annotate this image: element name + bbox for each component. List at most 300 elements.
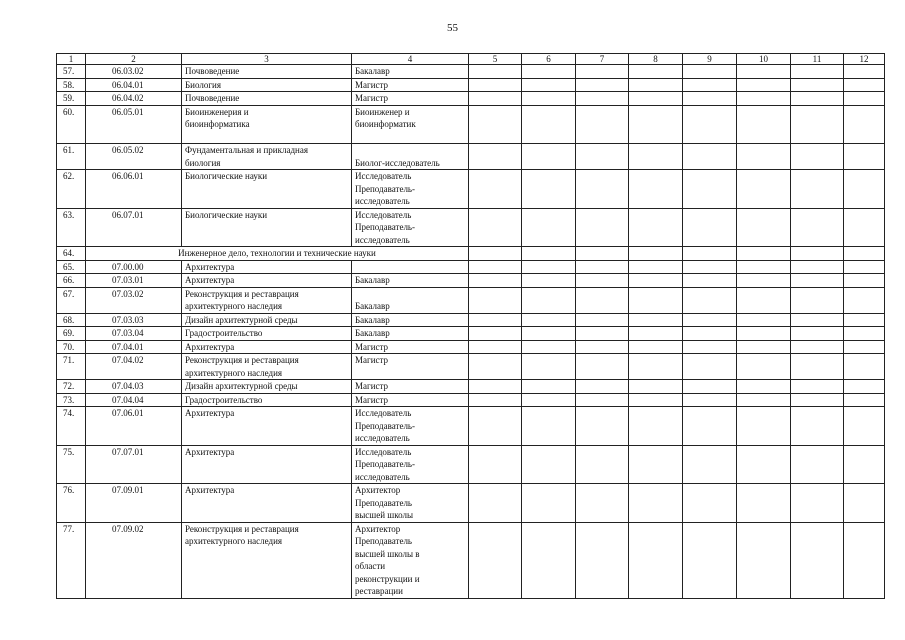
empty-cell-col-5 [469,287,522,313]
empty-cell-col-6 [522,287,576,313]
specialty-name [182,354,352,380]
empty-cell-col-5 [469,340,522,354]
empty-cell-col-12 [844,380,885,394]
specialty-code: 07.04.03 [86,380,182,394]
table-row [57,65,885,79]
empty-cell-col-8 [629,380,683,394]
row-number: 64. [57,247,86,261]
empty-cell-col-8 [629,92,683,106]
empty-cell-col-12 [844,65,885,79]
table-row [57,484,885,523]
specialty-name-line: Биологические науки [185,209,268,220]
empty-cell-col-12 [844,92,885,106]
empty-cell-col-5 [469,274,522,288]
empty-cell-col-11 [791,92,844,106]
specialty-name [182,78,352,92]
table-row [57,393,885,407]
specialty-code: 06.07.01 [86,208,182,247]
empty-cell-col-8 [629,393,683,407]
specialty-name-line: Фундаментальная и прикладная [185,145,309,155]
row-number: 62. [57,170,86,209]
qualification-line: Преподаватель- [355,222,416,232]
empty-cell-col-8 [629,144,683,170]
specialty-name-line: архитектурного наследия [185,367,283,378]
table-row [57,144,885,170]
empty-cell-col-11 [791,208,844,247]
specialty-name [182,445,352,484]
table-row [57,287,885,313]
specialty-code: 06.06.01 [86,170,182,209]
column-header-12: 12 [844,54,885,65]
empty-cell-col-10 [737,105,791,144]
table-row [57,247,885,261]
specialty-name-line: Биология [185,79,222,90]
empty-cell-col-6 [522,340,576,354]
table-row [57,327,885,341]
empty-cell-col-8 [629,327,683,341]
empty-cell-col-9 [683,260,737,274]
empty-cell-col-8 [629,354,683,380]
qualification-line: Бакалавр [355,275,390,285]
row-number: 77. [57,522,86,598]
empty-cell-col-6 [522,354,576,380]
qualification [352,260,469,274]
qualification [352,407,469,446]
qualification-line: исследователь [355,433,410,443]
qualification-line: Магистр [355,355,389,365]
empty-cell-col-11 [791,522,844,598]
empty-cell-col-9 [683,247,737,261]
empty-cell-col-8 [629,340,683,354]
empty-cell-col-6 [522,260,576,274]
qualification-line: Исследователь [355,408,412,418]
empty-cell-col-5 [469,354,522,380]
empty-cell-col-6 [522,445,576,484]
empty-cell-col-11 [791,247,844,261]
empty-cell-col-9 [683,208,737,247]
qualification [352,274,469,288]
qualification [352,208,469,247]
specialty-code: 06.04.02 [86,92,182,106]
empty-cell-col-11 [791,445,844,484]
empty-cell-col-9 [683,144,737,170]
empty-cell-col-5 [469,522,522,598]
row-number: 60. [57,105,86,144]
qualification-line: Биолог-исследователь [355,157,440,168]
empty-cell-col-6 [522,522,576,598]
empty-cell-col-12 [844,287,885,313]
empty-cell-col-10 [737,522,791,598]
empty-cell-col-6 [522,407,576,446]
qualification-line: высшей школы [355,510,414,520]
empty-cell-col-7 [576,445,629,484]
empty-cell-col-11 [791,393,844,407]
column-header-9: 9 [683,54,737,65]
specialty-name-line: Архитектура [185,341,235,352]
row-number: 67. [57,287,86,313]
row-number: 61. [57,144,86,170]
specialty-code: 07.00.00 [86,260,182,274]
specialty-name [182,393,352,407]
empty-cell-col-5 [469,445,522,484]
column-header-3: 3 [182,54,352,65]
empty-cell-col-10 [737,393,791,407]
empty-cell-col-10 [737,92,791,106]
empty-cell-col-8 [629,170,683,209]
specialty-name [182,287,352,313]
empty-cell-col-11 [791,260,844,274]
specialty-name-line: Почвоведение [185,93,240,103]
empty-cell-col-10 [737,78,791,92]
empty-cell-col-10 [737,445,791,484]
empty-cell-col-12 [844,78,885,92]
empty-cell-col-11 [791,287,844,313]
specialty-name [182,340,352,354]
empty-cell-col-12 [844,327,885,341]
empty-cell-col-12 [844,247,885,261]
specialty-name [182,274,352,288]
empty-cell-col-8 [629,287,683,313]
empty-cell-col-10 [737,380,791,394]
section-heading: Инженерное дело, технологии и технические науки [86,247,469,261]
qualification-line: Исследователь [355,171,412,181]
qualification [352,92,469,106]
page-number: 55 [447,22,458,34]
table-row [57,407,885,446]
qualification-line: исследователь [355,471,410,482]
empty-cell-col-7 [576,313,629,327]
specialty-name-line: Архитектура [185,446,235,457]
specialty-code: 06.03.02 [86,65,182,79]
empty-cell-col-10 [737,484,791,523]
row-number: 73. [57,393,86,407]
qualification-line: Исследователь [355,446,412,457]
empty-cell-col-12 [844,522,885,598]
empty-cell-col-5 [469,208,522,247]
qualification-line: Исследователь [355,209,412,220]
empty-cell-col-11 [791,78,844,92]
empty-cell-col-12 [844,208,885,247]
column-header-5: 5 [469,54,522,65]
row-number: 68. [57,313,86,327]
empty-cell-col-7 [576,247,629,261]
empty-cell-col-6 [522,105,576,144]
empty-cell-col-12 [844,445,885,484]
specialty-name-line: Архитектура [185,275,235,285]
specialty-code: 06.05.01 [86,105,182,144]
empty-cell-col-6 [522,170,576,209]
empty-cell-col-12 [844,274,885,288]
qualification [352,144,469,170]
empty-cell-col-8 [629,78,683,92]
specialty-code: 07.04.02 [86,354,182,380]
empty-cell-col-7 [576,407,629,446]
empty-cell-col-7 [576,105,629,144]
specialty-name [182,327,352,341]
specialty-code: 06.05.02 [86,144,182,170]
column-header-1: 1 [57,54,86,65]
empty-cell-col-11 [791,354,844,380]
empty-cell-col-5 [469,484,522,523]
empty-cell-col-11 [791,327,844,341]
empty-cell-col-8 [629,313,683,327]
qualification [352,78,469,92]
empty-cell-col-9 [683,407,737,446]
empty-cell-col-5 [469,78,522,92]
empty-cell-col-5 [469,380,522,394]
specialty-name-line: Реконструкция и реставрация [185,523,299,534]
table-row [57,380,885,394]
empty-cell-col-12 [844,407,885,446]
column-header-7: 7 [576,54,629,65]
empty-cell-col-6 [522,65,576,79]
empty-cell-col-12 [844,170,885,209]
specialty-name-line: Архитектура [185,408,235,418]
qualification [352,170,469,209]
empty-cell-col-6 [522,274,576,288]
empty-cell-col-10 [737,340,791,354]
empty-cell-col-10 [737,327,791,341]
empty-cell-col-7 [576,274,629,288]
specialty-name-line: архитектурного наследия [185,536,283,546]
empty-cell-col-12 [844,105,885,144]
empty-cell-col-8 [629,445,683,484]
empty-cell-col-11 [791,65,844,79]
qualification [352,393,469,407]
table-row [57,170,885,209]
empty-cell-col-10 [737,208,791,247]
table-row [57,354,885,380]
qualification-line [355,288,465,301]
empty-cell-col-7 [576,65,629,79]
empty-cell-col-10 [737,313,791,327]
qualification-line: исследователь [355,196,410,206]
table-row [57,208,885,247]
empty-cell-col-10 [737,274,791,288]
qualification-line: реставрации [355,586,403,596]
qualification [352,65,469,79]
empty-cell-col-7 [576,393,629,407]
empty-cell-col-8 [629,484,683,523]
empty-cell-col-11 [791,340,844,354]
specialty-code: 07.09.01 [86,484,182,523]
empty-cell-col-9 [683,327,737,341]
empty-cell-col-10 [737,65,791,79]
specialty-name-line: Архитектура [185,261,235,272]
empty-cell-col-5 [469,407,522,446]
qualification-line [355,144,465,157]
column-number-header-row [57,54,885,65]
table-body [57,65,885,599]
specialty-code: 07.09.02 [86,522,182,598]
empty-cell-col-7 [576,327,629,341]
qualification [352,105,469,144]
qualification-line: Преподаватель [355,497,413,508]
qualification-line: Преподаватель- [355,420,416,431]
empty-cell-col-10 [737,247,791,261]
row-number: 76. [57,484,86,523]
specialty-name-line: Дизайн архитектурной среды [185,314,298,325]
empty-cell-col-5 [469,65,522,79]
qualification-line: Преподаватель- [355,459,416,469]
empty-cell-col-8 [629,247,683,261]
empty-cell-col-9 [683,287,737,313]
empty-cell-col-8 [629,407,683,446]
column-header-2: 2 [86,54,182,65]
specialty-name-line: Почвоведение [185,66,240,76]
empty-cell-col-7 [576,92,629,106]
qualification [352,380,469,394]
qualification-line: Биоинженер и [355,106,410,117]
empty-cell-col-8 [629,274,683,288]
row-number: 71. [57,354,86,380]
row-number: 69. [57,327,86,341]
specialty-name-line: Реконструкция и реставрация [185,288,299,299]
row-number: 57. [57,65,86,79]
empty-cell-col-9 [683,340,737,354]
empty-cell-col-6 [522,78,576,92]
table-row [57,313,885,327]
specialty-name-line: архитектурного наследия [185,301,283,311]
empty-cell-col-5 [469,92,522,106]
qualification [352,313,469,327]
specialty-code: 07.03.03 [86,313,182,327]
qualification [352,445,469,484]
empty-cell-col-7 [576,260,629,274]
qualification-line: исследователь [355,234,410,245]
qualification-line: Архитектор [355,523,401,534]
empty-cell-col-7 [576,484,629,523]
qualification-line: биоинформатик [355,119,416,129]
specialty-name [182,313,352,327]
specialty-code: 07.04.04 [86,393,182,407]
qualification-line: Бакалавр [355,301,390,311]
table-row [57,274,885,288]
empty-cell-col-5 [469,260,522,274]
qualification-line: реконструкции и [355,573,420,584]
empty-cell-col-9 [683,393,737,407]
specialty-name [182,170,352,209]
empty-cell-col-12 [844,260,885,274]
specialty-code: 07.03.04 [86,327,182,341]
empty-cell-col-11 [791,484,844,523]
empty-cell-col-6 [522,393,576,407]
row-number: 70. [57,340,86,354]
empty-cell-col-7 [576,340,629,354]
specialty-name-line: Биоинженерия и [185,106,249,117]
qualification-line: Магистр [355,381,389,391]
qualification-line: Бакалавр [355,66,390,76]
empty-cell-col-5 [469,327,522,341]
empty-cell-col-7 [576,522,629,598]
specialty-code: 07.04.01 [86,340,182,354]
empty-cell-col-12 [844,484,885,523]
empty-cell-col-9 [683,65,737,79]
empty-cell-col-7 [576,354,629,380]
qualification-line: Бакалавр [355,314,390,325]
empty-cell-col-9 [683,522,737,598]
empty-cell-col-8 [629,65,683,79]
specialty-name [182,144,352,170]
column-header-6: 6 [522,54,576,65]
empty-cell-col-6 [522,92,576,106]
specialty-name-line: Биологические науки [185,171,268,181]
specialty-name-line: Градостроительство [185,328,263,338]
row-number: 63. [57,208,86,247]
table-row [57,340,885,354]
row-number: 58. [57,78,86,92]
qualification [352,340,469,354]
specialty-code: 07.03.01 [86,274,182,288]
empty-cell-col-10 [737,144,791,170]
empty-cell-col-6 [522,327,576,341]
column-header-10: 10 [737,54,791,65]
qualification [352,354,469,380]
specialty-code: 07.03.02 [86,287,182,313]
specialty-name-line: Дизайн архитектурной среды [185,381,298,391]
specialty-name [182,522,352,598]
empty-cell-col-8 [629,522,683,598]
empty-cell-col-12 [844,354,885,380]
qualification-line [355,261,465,274]
specialty-name [182,484,352,523]
empty-cell-col-8 [629,208,683,247]
empty-cell-col-8 [629,260,683,274]
specialty-name [182,260,352,274]
specialty-code: 07.06.01 [86,407,182,446]
empty-cell-col-11 [791,313,844,327]
column-header-8: 8 [629,54,683,65]
empty-cell-col-10 [737,170,791,209]
specialty-name [182,407,352,446]
qualification [352,484,469,523]
table-row [57,260,885,274]
empty-cell-col-9 [683,78,737,92]
empty-cell-col-5 [469,144,522,170]
specialty-name [182,65,352,79]
specialty-name-line: биоинформатика [185,119,250,129]
qualification-line: Магистр [355,93,389,103]
qualification-line: Преподаватель- [355,183,416,194]
specialty-code: 07.07.01 [86,445,182,484]
qualification-line: Архитектор [355,485,401,495]
column-header-11: 11 [791,54,844,65]
empty-cell-col-9 [683,445,737,484]
qualification [352,327,469,341]
empty-cell-col-9 [683,170,737,209]
empty-cell-col-5 [469,393,522,407]
empty-cell-col-8 [629,105,683,144]
empty-cell-col-9 [683,274,737,288]
empty-cell-col-9 [683,380,737,394]
empty-cell-col-7 [576,144,629,170]
qualification-line: Магистр [355,79,389,90]
table-row [57,522,885,598]
table-row [57,78,885,92]
specialty-code: 06.04.01 [86,78,182,92]
empty-cell-col-12 [844,313,885,327]
empty-cell-col-7 [576,380,629,394]
empty-cell-col-10 [737,407,791,446]
specialty-name [182,92,352,106]
empty-cell-col-5 [469,105,522,144]
empty-cell-col-7 [576,287,629,313]
empty-cell-col-5 [469,247,522,261]
empty-cell-col-6 [522,247,576,261]
empty-cell-col-7 [576,208,629,247]
table-row [57,445,885,484]
empty-cell-col-10 [737,354,791,380]
